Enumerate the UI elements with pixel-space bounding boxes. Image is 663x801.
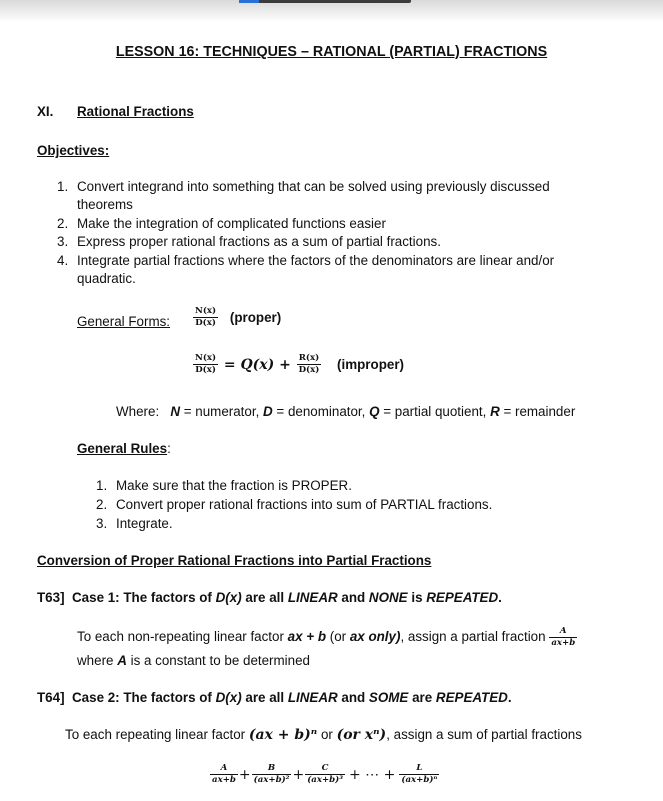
body-text: is a constant to be determined	[126, 653, 310, 668]
list-item	[57, 179, 550, 194]
list-item	[96, 516, 173, 531]
item-text: Integrate partial fractions where the factors of the denominators are linear and/or	[77, 253, 555, 268]
fraction-denominator: D(x)	[195, 318, 216, 328]
t64-partial-sum	[210, 763, 439, 786]
fraction-numerator: A	[549, 626, 577, 638]
fraction-denominator: D(x)	[298, 365, 320, 375]
conversion-heading: Conversion of Proper Rational Fractions into Partial Fractions	[37, 553, 432, 568]
t63-body-line2	[77, 653, 310, 668]
list-item	[96, 497, 492, 512]
t63-heading	[37, 590, 502, 605]
case-text: .	[498, 590, 502, 605]
list-item	[57, 234, 441, 249]
case-text: .	[507, 690, 512, 705]
case-text: are all	[241, 690, 288, 705]
body-factor: ax only)	[349, 629, 401, 644]
improper-form	[193, 353, 404, 376]
t63-fraction	[549, 626, 577, 649]
list-item-continuation: quadratic.	[77, 271, 136, 286]
general-forms-label: General Forms:	[77, 314, 171, 329]
item-number: 4.	[57, 253, 69, 268]
fraction-numerator: N(x)	[195, 353, 217, 363]
fraction-denominator: ax+b	[212, 775, 236, 785]
body-text: , assign a sum of partial fractions	[386, 727, 582, 742]
theorem-label: T64]	[37, 690, 65, 705]
body-factor: (or xⁿ)	[336, 727, 387, 743]
where-prefix: Where:	[116, 404, 160, 419]
case-text: are	[408, 690, 436, 705]
sum-term	[305, 763, 345, 786]
fraction-denominator: (ax+b)³	[307, 775, 343, 785]
fraction-numerator: B	[252, 763, 292, 775]
active-tab-indicator	[239, 0, 411, 3]
def-text: = remainder	[499, 404, 576, 419]
symbol-d: D	[263, 404, 273, 419]
proper-tag: (proper)	[229, 310, 282, 325]
symbol-a: A	[117, 653, 127, 668]
case-dx: D(x)	[215, 590, 242, 605]
list-item	[96, 478, 352, 493]
fraction-numerator: L	[399, 763, 439, 775]
item-text: Make sure that the fraction is PROPER.	[116, 478, 352, 493]
sum-term	[210, 763, 238, 786]
case-linear: LINEAR	[287, 590, 338, 605]
fraction-denominator: (ax+b)²	[253, 775, 290, 785]
def-text: = partial quotient,	[379, 404, 491, 419]
case-repeated: REPEATED	[435, 690, 508, 705]
case-repeated: REPEATED	[426, 590, 499, 605]
fraction-denominator: (ax+b)ⁿ	[401, 775, 438, 785]
symbol-n: N	[170, 404, 181, 419]
item-number: 2.	[57, 216, 69, 231]
tab-accent	[239, 0, 259, 3]
item-text: Convert proper rational fractions into sum of PARTIAL fractions.	[116, 497, 493, 512]
improper-fraction-right	[297, 353, 322, 376]
where-definitions	[116, 404, 575, 419]
symbol-r: R	[490, 404, 500, 419]
sum-term	[252, 763, 292, 786]
quotient-expression: = Q(x) +	[223, 356, 291, 373]
proper-fraction	[193, 306, 218, 329]
list-item-continuation: theorems	[77, 197, 133, 212]
case-linear: LINEAR	[287, 690, 338, 705]
t64-heading	[37, 690, 512, 705]
item-number: 1.	[57, 179, 69, 194]
fraction-numerator: N(x)	[195, 306, 217, 316]
section-number: XI.	[37, 104, 54, 119]
case-none: NONE	[368, 590, 408, 605]
body-text: (or	[326, 629, 350, 644]
sum-operator: +	[292, 766, 305, 783]
fraction-denominator: D(x)	[195, 365, 216, 375]
lesson-title: LESSON 16: TECHNIQUES – RATIONAL (PARTIAL) FRACTIONS	[115, 44, 548, 60]
theorem-label: T63]	[37, 590, 65, 605]
def-text: = denominator,	[272, 404, 370, 419]
item-number: 3.	[57, 234, 69, 249]
case-text: and	[337, 590, 369, 605]
item-text: Integrate.	[116, 516, 173, 531]
general-rules-heading	[77, 441, 171, 456]
window-top-bar	[0, 0, 663, 22]
body-text: or	[317, 727, 337, 742]
objectives-heading: Objectives:	[37, 143, 110, 158]
def-text: = numerator,	[180, 404, 264, 419]
body-text: , assign a partial fraction	[400, 629, 550, 644]
sum-operator: +	[238, 766, 251, 783]
case-dx: D(x)	[215, 690, 242, 705]
fraction-numerator: R(x)	[297, 353, 322, 365]
body-text: To each non-repeating linear factor	[77, 629, 288, 644]
case-text: Case 2: The factors of	[72, 690, 216, 705]
section-title: Rational Fractions	[77, 104, 194, 119]
body-text: where	[77, 653, 118, 668]
body-text: To each repeating linear factor	[65, 727, 249, 742]
heading-colon: :	[167, 441, 171, 456]
fraction-denominator: ax+b	[551, 638, 576, 648]
item-text: Make the integration of complicated functions easier	[77, 216, 386, 231]
case-text: and	[337, 690, 369, 705]
case-text: Case 1: The factors of	[72, 590, 216, 605]
item-number: 2.	[96, 497, 108, 512]
case-text: are all	[241, 590, 288, 605]
proper-form	[193, 306, 281, 329]
heading-text: General Rules	[77, 441, 168, 456]
body-factor: ax + b	[287, 629, 327, 644]
list-item	[57, 253, 554, 268]
item-text: Express proper rational fractions as a sum of partial fractions.	[77, 234, 441, 249]
item-number: 3.	[96, 516, 108, 531]
t63-body-line1	[77, 626, 577, 649]
item-number: 1.	[96, 478, 108, 493]
fraction-numerator: C	[305, 763, 345, 775]
sum-term	[399, 763, 439, 786]
list-item	[57, 216, 386, 231]
improper-fraction-left	[193, 353, 218, 376]
symbol-q: Q	[369, 404, 380, 419]
improper-tag: (improper)	[337, 357, 405, 372]
case-text: is	[407, 590, 427, 605]
fraction-numerator: A	[210, 763, 238, 775]
body-factor: (ax + b)ⁿ	[248, 727, 318, 743]
sum-operator: + ⋯ +	[349, 766, 396, 783]
t64-body-line1	[65, 727, 582, 743]
case-some: SOME	[368, 690, 409, 705]
item-text: Convert integrand into something that can be solved using previously discussed	[77, 179, 550, 194]
